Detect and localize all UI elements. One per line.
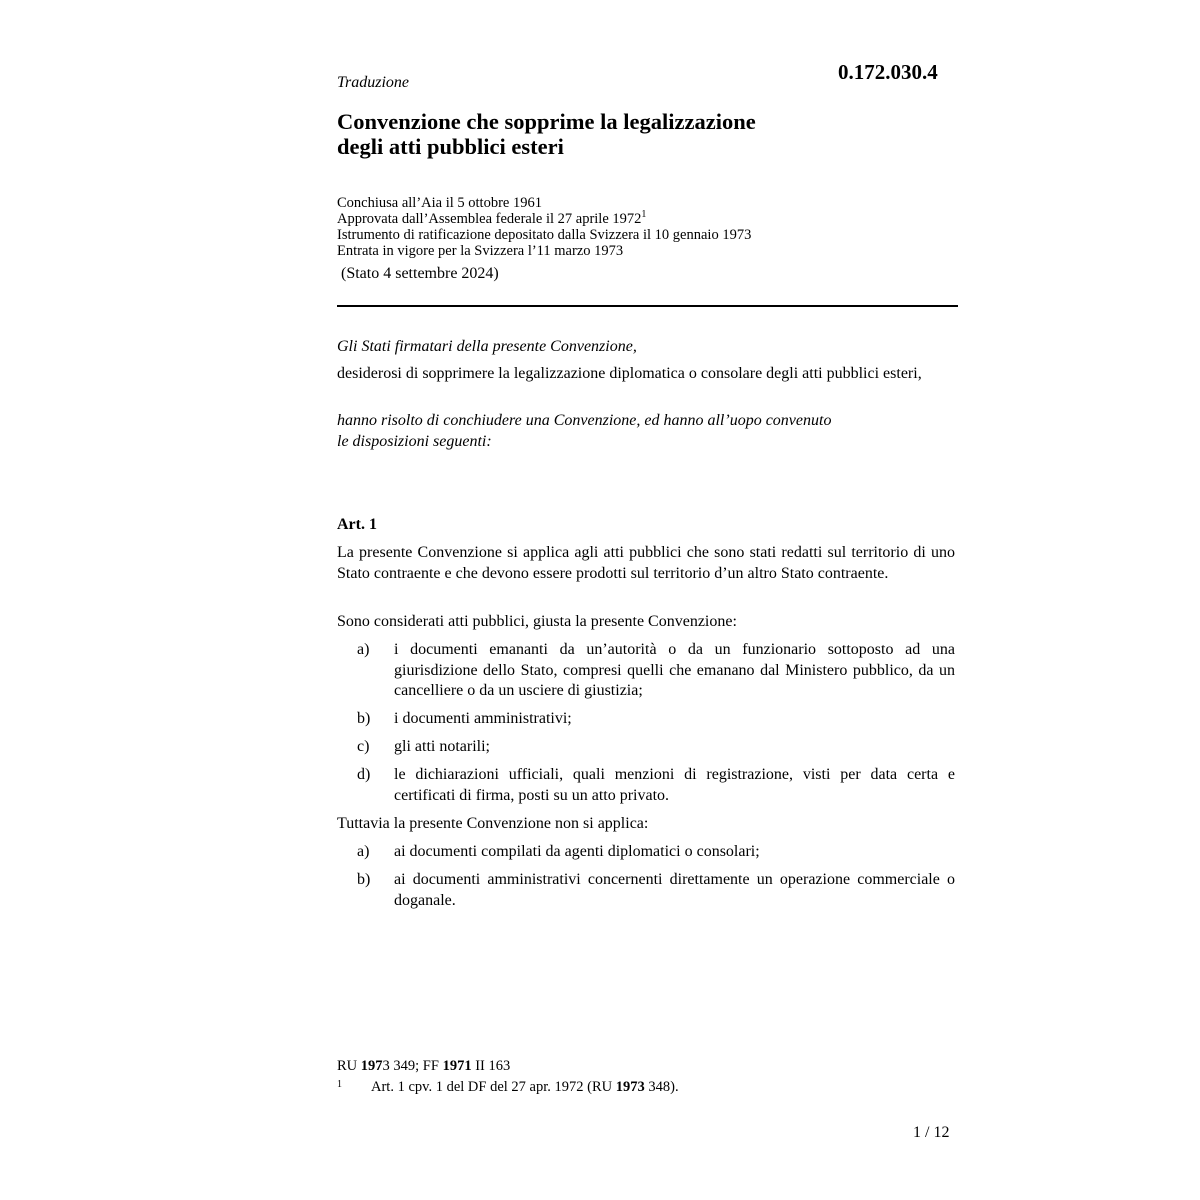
list-item [337, 842, 955, 863]
page-number: 1 / 12 [913, 1124, 950, 1141]
footnote-year: 1973 [615, 1079, 645, 1095]
article-heading: Art. 1 [337, 516, 377, 533]
list-item-text: ai documenti amministrativi concernenti direttamente un operazione commerciale o doganale. [394, 871, 955, 909]
meta-approved [337, 211, 751, 227]
preamble-parties: Gli Stati firmatari della presente Convenzione, [337, 338, 637, 355]
document-title [337, 109, 756, 159]
list-item [337, 737, 955, 758]
status-date: (Stato 4 settembre 2024) [341, 265, 499, 282]
preamble-resolved-line-1: hanno risolto di conchiudere una Convenzione, ed hanno all’uopo convenuto [337, 412, 832, 429]
public-acts-list [337, 640, 955, 814]
meta-concluded: Conchiusa all’Aia il 5 ottobre 1961 [337, 195, 542, 211]
list-item-text: i documenti emananti da un’autorità o da un funzionario sottoposto ad una giurisdizione dello Stato, compresi quelli che emanano dal Ministero pubblico, da un cancelliere o da un usciere di giustizia; [394, 641, 955, 699]
list-item-letter: b) [357, 871, 371, 888]
list-item-text: gli atti notarili; [394, 738, 490, 755]
footnote-text-post: 348). [644, 1079, 679, 1095]
meta-ratification: Istrumento di ratificazione depositato dalla Svizzera il 10 gennaio 1973 [337, 227, 752, 243]
source-reference [337, 1058, 510, 1075]
source-mid: 3 349; FF [382, 1058, 443, 1074]
preamble-resolved [337, 411, 831, 452]
list-item-letter: a) [357, 843, 370, 860]
footnote [337, 1079, 679, 1096]
source-end: II 163 [471, 1058, 511, 1074]
title-line-1: Convenzione che sopprime la legalizzazione [337, 109, 756, 134]
header-divider [337, 305, 958, 307]
source-year-1: 197 [360, 1058, 383, 1074]
list-item [337, 709, 955, 730]
meta-approved-text: Approvata dall’Assemblea federale il 27 aprile 1972 [337, 211, 642, 227]
sr-number: 0.172.030.4 [838, 60, 938, 84]
footnote-text-pre: Art. 1 cpv. 1 del DF del 27 apr. 1972 (RU [371, 1079, 616, 1095]
article-paragraph-3: Tuttavia la presente Convenzione non si applica: [337, 815, 649, 832]
list-item-letter: b) [357, 710, 371, 727]
list-item-letter: c) [357, 738, 370, 755]
list-item-text: ai documenti compilati da agenti diplomatici o consolari; [394, 843, 760, 860]
list-item [337, 870, 955, 911]
list-item-letter: a) [357, 641, 370, 658]
article-paragraph-2: Sono considerati atti pubblici, giusta la presente Convenzione: [337, 613, 737, 630]
exclusions-list [337, 842, 955, 919]
source-year-2: 1971 [442, 1058, 472, 1074]
list-item [337, 640, 955, 702]
list-item-text: i documenti amministrativi; [394, 710, 572, 727]
article-paragraph-1: La presente Convenzione si applica agli atti pubblici che sono stati redatti sul territorio di uno Stato contraente e che devono essere prodotti sul territorio d’un altro Stato contraente. [337, 544, 955, 582]
preamble-desire: desiderosi di sopprimere la legalizzazione diplomatica o consolare degli atti pubblici esteri, [337, 365, 922, 382]
list-item-text: le dichiarazioni ufficiali, quali menzioni di registrazione, visti per data certa e certificati di firma, posti su un atto privato. [394, 766, 955, 804]
title-line-2: degli atti pubblici esteri [337, 134, 564, 159]
list-item-letter: d) [357, 766, 371, 783]
translation-note: Traduzione [337, 74, 410, 91]
list-item [337, 765, 955, 806]
source-prefix: RU [337, 1058, 361, 1074]
footnote-number: 1 [337, 1079, 342, 1090]
footnote-ref[interactable]: 1 [641, 209, 647, 221]
document-metadata [337, 195, 751, 259]
preamble-resolved-line-2: le disposizioni seguenti: [337, 432, 492, 450]
meta-entry-into-force: Entrata in vigore per la Svizzera l’11 marzo 1973 [337, 243, 624, 259]
